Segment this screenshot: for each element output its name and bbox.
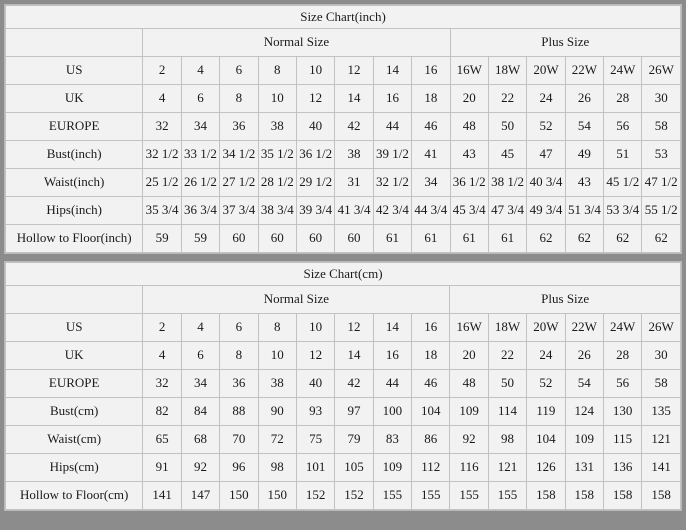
cell: 36 [220,113,258,141]
cell: 16W [450,314,488,342]
cell: 109 [450,398,488,426]
cell: 42 [335,113,373,141]
cell: 49 [565,141,603,169]
cell: 39 1/2 [373,141,411,169]
table-row [6,197,681,225]
cell: 61 [412,225,450,253]
cell: 44 3/4 [412,197,450,225]
cell: 155 [450,482,488,510]
cell: 62 [604,225,642,253]
table-row [6,454,681,482]
cell: 96 [220,454,258,482]
table-row [6,225,681,253]
cell: 114 [488,398,526,426]
cell: 84 [181,398,219,426]
cell: 62 [642,225,681,253]
table-row-title [6,6,681,29]
cell: 42 [335,370,373,398]
cell: 86 [412,426,450,454]
cell: 26 [565,85,603,113]
cell: 92 [181,454,219,482]
cell: 155 [373,482,411,510]
group-header-normal-size-cm: Normal Size [143,286,450,314]
table-row-groups [6,29,681,57]
cell: 48 [450,113,488,141]
cell: 6 [181,85,219,113]
cell: 88 [220,398,258,426]
cell: 2 [143,314,181,342]
cell: 28 1/2 [258,169,296,197]
cell: 72 [258,426,296,454]
cell: 54 [565,370,603,398]
cell: 25 1/2 [143,169,181,197]
cell: 45 3/4 [450,197,488,225]
cell: 52 [527,113,565,141]
cell: 10 [258,85,296,113]
cell: 20 [450,85,488,113]
cell: 29 1/2 [296,169,334,197]
cell: 6 [220,314,258,342]
cell: 20W [527,57,565,85]
chart-title-inch: Size Chart(inch) [6,6,681,29]
cell: 26 [565,342,603,370]
cell: 44 [373,113,411,141]
cell: 60 [258,225,296,253]
cell: 48 [450,370,488,398]
cell: 100 [373,398,411,426]
cell: 104 [527,426,565,454]
cell: 33 1/2 [181,141,219,169]
cell: 4 [181,314,219,342]
cell: 58 [642,370,681,398]
cell: 50 [488,370,526,398]
cell: 51 [604,141,642,169]
cell: 34 [412,169,450,197]
cell: 147 [181,482,219,510]
table-row-groups [6,286,681,314]
cell: 152 [335,482,373,510]
cell: 32 [143,370,181,398]
cell: 158 [642,482,681,510]
cell: 43 [565,169,603,197]
cell: 22W [565,57,603,85]
cell: 62 [527,225,565,253]
cell: 38 [335,141,373,169]
cell: 82 [143,398,181,426]
cell: 38 [258,370,296,398]
cell: 30 [642,342,681,370]
cell: 79 [335,426,373,454]
table-row-title [6,263,681,286]
cell: 109 [373,454,411,482]
cell: 36 3/4 [181,197,219,225]
cell: 97 [335,398,373,426]
table-row [6,314,681,342]
cell: 130 [603,398,641,426]
cell: 126 [527,454,565,482]
table-row [6,141,681,169]
table-row [6,398,681,426]
cell: 16 [412,314,450,342]
cell: 121 [488,454,526,482]
cell: 10 [296,57,334,85]
cell: 16W [450,57,488,85]
row-label-hips-cm: Hips(cm) [6,454,143,482]
cell: 22 [488,342,526,370]
cell: 32 1/2 [143,141,181,169]
cell: 44 [373,370,411,398]
cell: 22 [488,85,526,113]
table-row [6,113,681,141]
group-header-normal-size-inch: Normal Size [143,29,450,57]
cell: 39 3/4 [296,197,334,225]
cell: 61 [373,225,411,253]
group-header-blank [6,29,143,57]
cell: 26W [642,57,681,85]
cell: 4 [181,57,219,85]
cell: 136 [603,454,641,482]
cell: 38 3/4 [258,197,296,225]
cell: 53 [642,141,681,169]
table-row [6,57,681,85]
cell: 20W [527,314,565,342]
cell: 112 [412,454,450,482]
cell: 18W [488,57,526,85]
cell: 116 [450,454,488,482]
cell: 42 3/4 [373,197,411,225]
cell: 104 [412,398,450,426]
cell: 30 [642,85,681,113]
cell: 131 [565,454,603,482]
table-row [6,169,681,197]
row-label-us: US [6,57,143,85]
size-chart-inch [4,4,682,254]
size-chart-cm [4,261,682,511]
cell: 98 [488,426,526,454]
cell: 36 1/2 [296,141,334,169]
cell: 4 [143,342,181,370]
cell: 20 [450,342,488,370]
cell: 24W [603,314,641,342]
cell: 101 [296,454,334,482]
cell: 61 [450,225,488,253]
cell: 47 1/2 [642,169,681,197]
cell: 32 [143,113,181,141]
size-chart-cm-table [5,262,681,510]
cell: 98 [258,454,296,482]
cell: 115 [603,426,641,454]
row-label-hollow-to-floor-cm: Hollow to Floor(cm) [6,482,143,510]
cell: 8 [258,57,296,85]
cell: 158 [527,482,565,510]
cell: 54 [565,113,603,141]
cell: 24W [604,57,642,85]
cell: 8 [220,342,258,370]
cell: 8 [258,314,296,342]
cell: 46 [412,370,450,398]
cell: 34 [181,113,219,141]
cell: 59 [143,225,181,253]
cell: 24 [527,85,565,113]
cell: 158 [565,482,603,510]
cell: 22W [565,314,603,342]
cell: 56 [604,113,642,141]
cell: 40 3/4 [527,169,565,197]
cell: 26W [642,314,681,342]
cell: 60 [335,225,373,253]
cell: 4 [143,85,181,113]
cell: 35 3/4 [143,197,181,225]
cell: 46 [412,113,450,141]
cell: 37 3/4 [220,197,258,225]
cell: 83 [373,426,411,454]
cell: 70 [220,426,258,454]
cell: 43 [450,141,488,169]
cell: 50 [488,113,526,141]
cell: 91 [143,454,181,482]
row-label-bust-cm: Bust(cm) [6,398,143,426]
cell: 92 [450,426,488,454]
cell: 45 [488,141,526,169]
cell: 16 [412,57,450,85]
cell: 10 [296,314,334,342]
row-label-waist-inch: Waist(inch) [6,169,143,197]
row-label-europe: EUROPE [6,113,143,141]
cell: 18 [412,342,450,370]
cell: 45 1/2 [604,169,642,197]
cell: 24 [527,342,565,370]
cell: 40 [296,370,334,398]
cell: 12 [296,85,334,113]
cell: 93 [296,398,334,426]
cell: 56 [603,370,641,398]
table-row [6,426,681,454]
cell: 36 1/2 [450,169,488,197]
table-row [6,85,681,113]
cell: 32 1/2 [373,169,411,197]
cell: 41 [412,141,450,169]
cell: 38 1/2 [488,169,526,197]
cell: 10 [258,342,296,370]
cell: 6 [181,342,219,370]
cell: 121 [642,426,681,454]
cell: 14 [335,342,373,370]
group-header-plus-size-inch: Plus Size [450,29,680,57]
cell: 28 [604,85,642,113]
cell: 155 [412,482,450,510]
cell: 119 [527,398,565,426]
table-row [6,342,681,370]
group-header-blank [6,286,143,314]
cell: 124 [565,398,603,426]
cell: 65 [143,426,181,454]
cell: 38 [258,113,296,141]
row-label-uk: UK [6,85,143,113]
cell: 28 [603,342,641,370]
row-label-hips-inch: Hips(inch) [6,197,143,225]
cell: 27 1/2 [220,169,258,197]
cell: 105 [335,454,373,482]
cell: 52 [527,370,565,398]
cell: 158 [603,482,641,510]
cell: 14 [373,57,411,85]
cell: 16 [373,342,411,370]
cell: 60 [296,225,334,253]
cell: 26 1/2 [181,169,219,197]
cell: 51 3/4 [565,197,603,225]
cell: 90 [258,398,296,426]
row-label-hollow-to-floor-inch: Hollow to Floor(inch) [6,225,143,253]
cell: 60 [220,225,258,253]
cell: 55 1/2 [642,197,681,225]
row-label-us: US [6,314,143,342]
cell: 12 [335,314,373,342]
cell: 6 [220,57,258,85]
cell: 150 [220,482,258,510]
row-label-waist-cm: Waist(cm) [6,426,143,454]
cell: 8 [220,85,258,113]
cell: 12 [296,342,334,370]
cell: 59 [181,225,219,253]
cell: 34 1/2 [220,141,258,169]
cell: 35 1/2 [258,141,296,169]
cell: 47 [527,141,565,169]
cell: 47 3/4 [488,197,526,225]
cell: 61 [488,225,526,253]
cell: 16 [373,85,411,113]
cell: 34 [181,370,219,398]
cell: 14 [335,85,373,113]
cell: 31 [335,169,373,197]
cell: 41 3/4 [335,197,373,225]
cell: 141 [143,482,181,510]
cell: 18W [488,314,526,342]
row-label-europe: EUROPE [6,370,143,398]
cell: 62 [565,225,603,253]
cell: 150 [258,482,296,510]
cell: 75 [296,426,334,454]
table-row [6,370,681,398]
row-label-bust-inch: Bust(inch) [6,141,143,169]
cell: 36 [220,370,258,398]
cell: 141 [642,454,681,482]
cell: 40 [296,113,334,141]
cell: 135 [642,398,681,426]
cell: 2 [143,57,181,85]
cell: 49 3/4 [527,197,565,225]
cell: 152 [296,482,334,510]
cell: 12 [335,57,373,85]
size-chart-inch-table [5,5,681,253]
cell: 53 3/4 [604,197,642,225]
row-label-uk: UK [6,342,143,370]
cell: 14 [373,314,411,342]
chart-title-cm: Size Chart(cm) [6,263,681,286]
cell: 68 [181,426,219,454]
group-header-plus-size-cm: Plus Size [450,286,681,314]
cell: 58 [642,113,681,141]
cell: 109 [565,426,603,454]
table-row [6,482,681,510]
cell: 155 [488,482,526,510]
cell: 18 [412,85,450,113]
